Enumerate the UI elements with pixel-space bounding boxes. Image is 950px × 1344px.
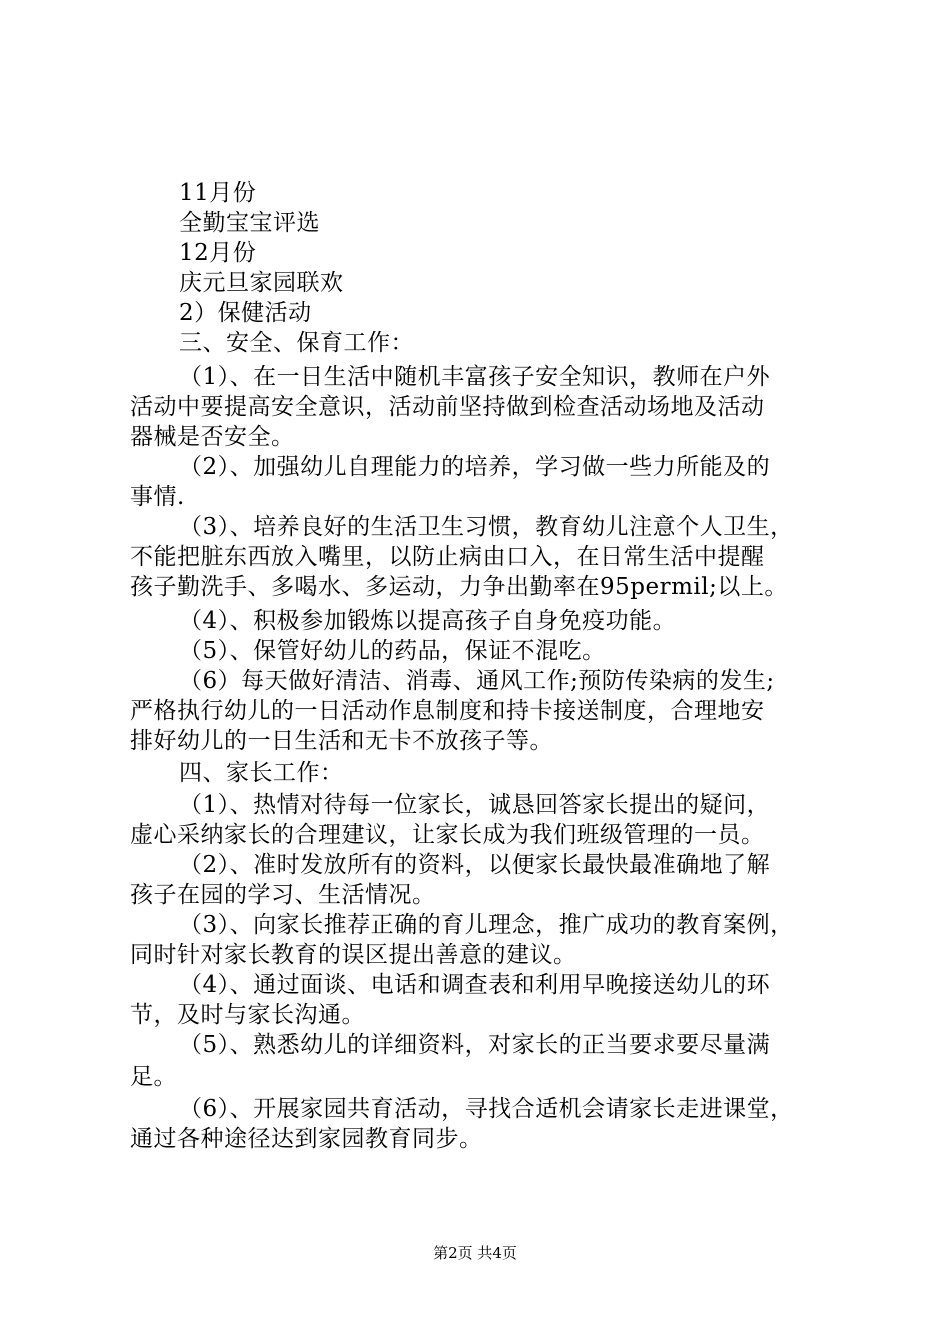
text-line: （5）、保管好幼儿的药品，保证不混吃。 xyxy=(179,638,606,664)
text-line: （1）、热情对待每一位家长，诚恳回答家长提出的疑问， xyxy=(179,792,771,818)
text-line: 活动中要提高安全意识，活动前坚持做到检查活动场地及活动 xyxy=(130,394,765,420)
text-line: 全勤宝宝评选 xyxy=(179,210,320,236)
text-line: 节，及时与家长沟通。 xyxy=(130,1002,365,1028)
text-line: 11月份 xyxy=(179,180,257,206)
text-line: （4）、积极参加锻炼以提高孩子自身免疫功能。 xyxy=(179,608,677,634)
text-line: 庆元旦家园联欢 xyxy=(179,270,344,296)
page-number-footer: 第2页 共4页 xyxy=(433,1244,517,1262)
text-line: 孩子勤洗手、多喝水、多运动，力争出勤率在95permil;以上。 xyxy=(130,574,788,600)
text-line: （3）、培养良好的生活卫生习惯，教育幼儿注意个人卫生， xyxy=(179,514,794,540)
text-line: （6）每天做好清洁、消毒、通风工作;预防传染病的发生; xyxy=(179,668,775,694)
text-line: 通过各种途径达到家园教育同步。 xyxy=(130,1126,483,1152)
section-heading: 四、家长工作： xyxy=(179,760,344,786)
text-line: （3）、向家长推荐正确的育儿理念，推广成功的教育案例， xyxy=(179,912,794,938)
text-line: 严格执行幼儿的一日活动作息制度和持卡接送制度，合理地安 xyxy=(130,698,765,724)
text-line: （5）、熟悉幼儿的详细资料，对家长的正当要求要尽量满 xyxy=(179,1032,771,1058)
text-line: 2）保健活动 xyxy=(179,300,312,326)
text-line: 器械是否安全。 xyxy=(130,424,295,450)
text-line: 足。 xyxy=(130,1064,177,1090)
text-line: 不能把脏东西放入嘴里，以防止病由口入，在日常生活中提醒 xyxy=(130,544,765,570)
text-line: 排好幼儿的一日生活和无卡不放孩子等。 xyxy=(130,728,553,754)
text-line: （2）、加强幼儿自理能力的培养，学习做一些力所能及的 xyxy=(179,454,771,480)
text-line: 虚心采纳家长的合理建议，让家长成为我们班级管理的一员。 xyxy=(130,822,765,848)
text-line: 同时针对家长教育的误区提出善意的建议。 xyxy=(130,942,577,968)
text-line: （4）、通过面谈、电话和调查表和利用早晚接送幼儿的环 xyxy=(179,972,771,998)
text-line: （1）、在一日生活中随机丰富孩子安全知识，教师在户外 xyxy=(179,364,771,390)
text-line: 事情. xyxy=(130,484,185,510)
section-heading: 三、安全、保育工作： xyxy=(179,330,414,356)
text-line: （2）、准时发放所有的资料，以便家长最快最准确地了解 xyxy=(179,852,771,878)
text-line: 12月份 xyxy=(179,240,257,266)
text-line: 孩子在园的学习、生活情况。 xyxy=(130,882,436,908)
text-line: （6）、开展家园共育活动，寻找合适机会请家长走进课堂， xyxy=(179,1096,794,1122)
